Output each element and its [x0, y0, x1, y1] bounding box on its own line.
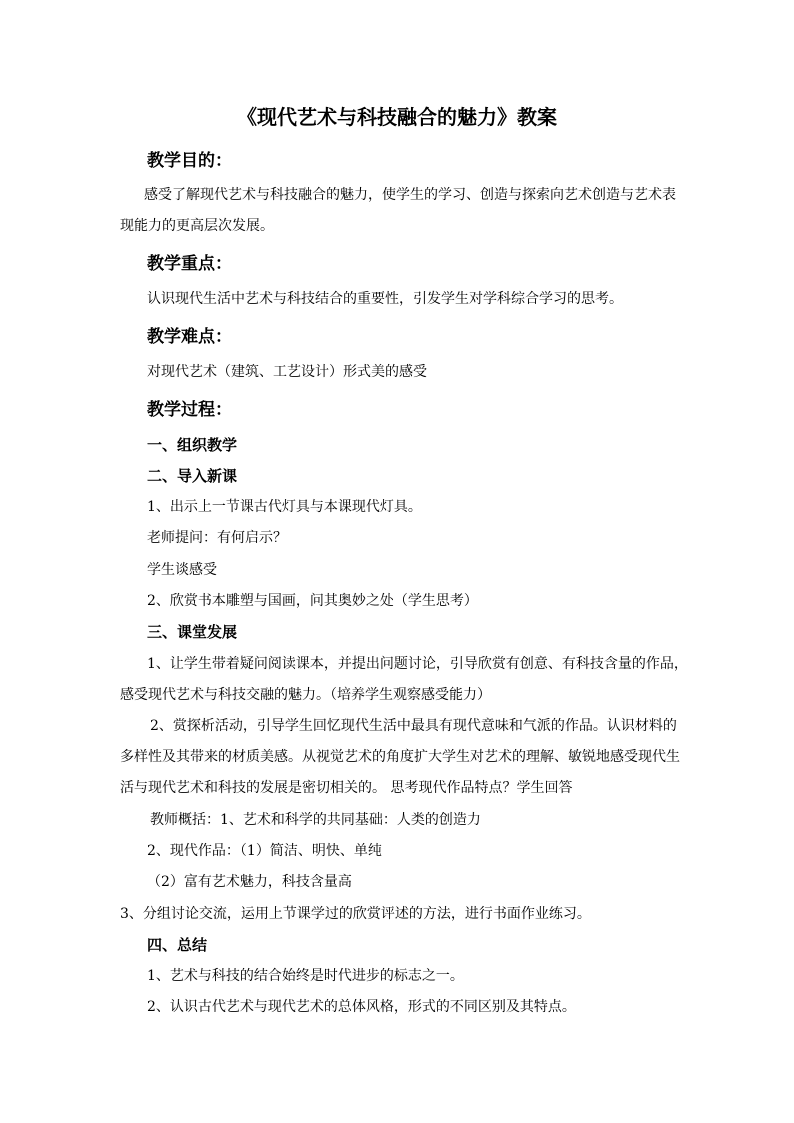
difficulty-text: 对现代艺术（建筑、工艺设计）形式美的感受	[147, 364, 427, 380]
step-4-item-1: 1、艺术与科技的结合始终是时代进步的标志之一。	[147, 968, 464, 984]
step-3-paragraph-1-line-2: 感受现代艺术与科技交融的魅力。（培养学生观察感受能力）	[120, 687, 491, 703]
step-4-heading: 四、总结	[147, 936, 208, 954]
process-heading: 教学过程：	[147, 400, 232, 420]
step-3-summary-3: （2）富有艺术魅力，科技含量高	[147, 874, 352, 890]
step-3-summary-4: 3、分组讨论交流，运用上节课学过的欣赏评述的方法，进行书面作业练习。	[120, 906, 591, 922]
step-3-paragraph-2-line-2: 多样性及其带来的材质美感。从视觉艺术的角度扩大学生对艺术的理解、敏锐地感受现代生	[120, 749, 680, 765]
step-2-item-1: 1、出示上一节课古代灯具与本课现代灯具。	[147, 499, 422, 515]
step-2-item-2: 老师提问：有何启示？	[147, 530, 287, 546]
difficulty-heading: 教学难点：	[147, 327, 232, 347]
step-1-heading: 一、组织教学	[147, 436, 238, 454]
step-2-heading: 二、导入新课	[147, 467, 238, 485]
step-3-paragraph-1-line-1: 1、让学生带着疑问阅读课本，并提出问题讨论，引导欣赏有创意、有科技含量的作品，	[147, 656, 688, 672]
step-3-paragraph-2-line-3: 活与现代艺术和科技的发展是密切相关的。 思考现代作品特点？学生回答	[120, 780, 573, 796]
step-4-item-2: 2、认识古代艺术与现代艺术的总体风格，形式的不同区别及其特点。	[147, 999, 576, 1015]
focus-heading: 教学重点：	[147, 254, 232, 274]
step-3-paragraph-2-line-1: 2、赏探析活动，引导学生回忆现代生活中最具有现代意味和气派的作品。认识材料的	[150, 718, 677, 734]
step-3-summary-2: 2、现代作品：（1）简洁、明快、单纯	[147, 843, 382, 859]
step-2-item-4: 2、欣赏书本雕塑与国画，问其奥妙之处（学生思考）	[147, 593, 478, 609]
step-2-item-3: 学生谈感受	[147, 562, 217, 578]
step-3-summary-1: 教师概括：1、艺术和科学的共同基础：人类的创造力	[150, 812, 481, 828]
objective-text-line-1: 感受了解现代艺术与科技融合的魅力，使学生的学习、创造与探索向艺术创造与艺术表	[144, 187, 676, 203]
focus-text: 认识现代生活中艺术与科技结合的重要性，引发学生对学科综合学习的思考。	[147, 291, 623, 307]
objective-text-line-2: 现能力的更高层次发展。	[120, 218, 274, 234]
objective-heading: 教学目的：	[147, 151, 232, 171]
document-title: 《现代艺术与科技融合的魅力》教案	[237, 105, 557, 129]
step-3-heading: 三、课堂发展	[147, 623, 238, 641]
